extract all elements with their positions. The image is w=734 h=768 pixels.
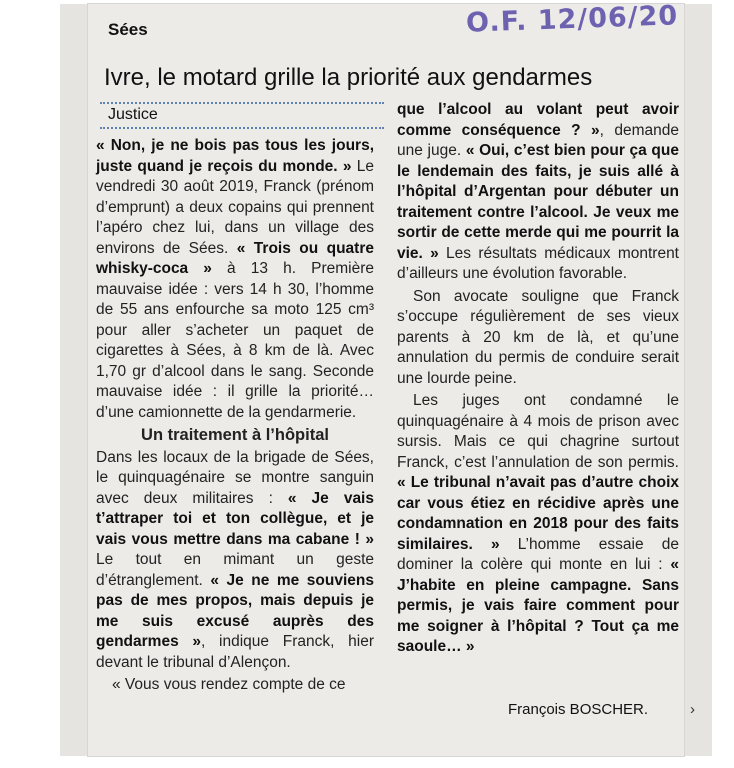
handwritten-date-note: O.F. 12/06/20 — [465, 0, 679, 39]
text: « Vous vous rendez compte de ce — [112, 676, 346, 693]
paragraph — [397, 287, 679, 390]
quote: « Je ne me souviens pas de mes propos, mais depuis je me suis excusé auprès des gendarmes » — [96, 571, 374, 650]
quote: que l’alcool au volant peut avoir comme conséquence ? » — [397, 101, 679, 139]
article-city: Sées — [108, 20, 148, 39]
text: Les résultats médicaux montrent d’ailleurs une évolution favorable. — [397, 244, 679, 282]
quote: « Non, je ne bois pas tous les jours, juste quand je reçois du monde. » — [96, 137, 374, 175]
paragraph — [96, 136, 374, 423]
text: Son avocate souligne que Franck s’occupe régulièrement de ses vieux parents à 20 km de là, et qu’une annulation du permis de conduire serait une lourde peine. — [397, 287, 679, 387]
continuation-arrow-icon: › — [690, 701, 695, 718]
article-headline: Ivre, le motard grille la priorité aux gendarmes — [104, 64, 593, 91]
scan-edge-right — [684, 4, 712, 756]
article-subheading: Un traitement à l’hôpital — [141, 426, 329, 444]
quote: « Trois ou quatre whisky-coca » — [96, 239, 374, 277]
text: L’homme essaie de dominer la colère qui monte en lui : — [397, 535, 679, 573]
paragraph — [96, 448, 374, 674]
article-byline: François BOSCHER. — [508, 701, 649, 718]
text: Dans les locaux de la brigade de Sées, le quinquagénaire se montre sanguin avec deux militaires : — [96, 448, 374, 507]
article-left-column — [96, 136, 374, 698]
quote: « Le tribunal n’avait pas d’autre choix car vous étiez en récidive après une condamnation en 2018 pour des faits similaires. » — [397, 474, 679, 553]
text: Les juges ont condamné le quinquagénaire à 4 mois de prison avec sursis. Mais ce qui chagrine surtout Franck, c’est l’annulation de son permis. — [397, 392, 679, 471]
text: , indique Franck, hier devant le tribunal d’Alençon. — [96, 633, 374, 671]
quote: « J’habite en pleine campagne. Sans permis, je vais faire comment pour me soigner à l’hôpital ? Tout ça me saoule… » — [397, 556, 679, 655]
text: Le tout en mimant un geste d’étranglement. — [96, 551, 374, 589]
article-rubric: Justice — [100, 102, 384, 129]
paragraph — [397, 100, 679, 285]
paragraph — [397, 391, 679, 658]
article-right-column — [397, 100, 679, 660]
scan-edge-left — [60, 4, 88, 756]
text: , demande une juge. — [397, 121, 680, 159]
paragraph — [96, 675, 374, 696]
text: à 13 h. Première mauvaise idée : vers 14 h 30, l’homme de 55 ans enfourche sa moto 125 cm³ pour aller s’acheter un paquet de cigarettes à Sées, à 8 km de là. Avec 1,70 gr d’alcool dans le sang. Seconde mauvaise idée : il grille la priorité… d’une camionnette de la gendarmerie. — [96, 260, 374, 421]
text: Le vendredi 30 août 2019, Franck (prénom d’emprunt) a deux copains qui prennent l’apéro chez lui, dans un village des environs de Sées. — [96, 157, 374, 257]
quote: « Oui, c’est bien pour ça que le lendemain des faits, je suis allé à l’hôpital d’Argentan pour débuter un traitement contre l’alcool. Je veux me sortir de cette merde qui me pourrit la vie. » — [397, 142, 679, 262]
quote: « Je vais t’attraper toi et ton collègue, et je vais vous mettre dans ma cabane ! » — [96, 489, 374, 548]
